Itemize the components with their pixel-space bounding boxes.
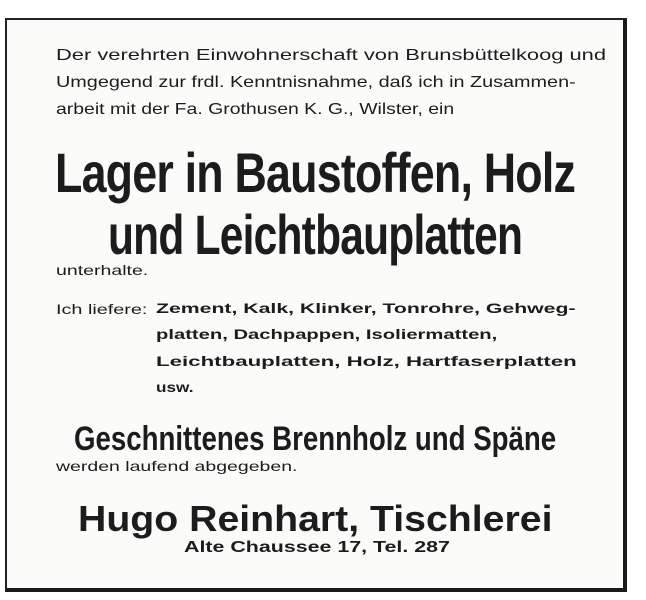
supply-line: Zement, Kalk, Klinker, Tonrohre, Gehweg- <box>156 300 576 316</box>
supply-line: platten, Dachpappen, Isoliermatten, <box>156 326 498 342</box>
intro-line: arbeit mit der Fa. Grothusen K. G., Wilster, ein <box>56 101 455 118</box>
intro-line: Der verehrten Einwohnerschaft von Brunsbüttelkoog und <box>56 47 607 64</box>
headline-line-1: Lager in Baustoffen, Holz <box>55 141 576 204</box>
supply-line: Leichtbauplatten, Holz, Hartfaserplatten <box>156 353 577 369</box>
firewood-note: werden laufend abgegeben. <box>56 458 298 474</box>
company-name: Hugo Reinhart, Tischlerei <box>78 498 553 539</box>
intro-line: Umgegend zur frdl. Kenntnisnahme, daß ich in Zusammen- <box>56 74 576 91</box>
headline-line-2: und Leichtbauplatten <box>108 203 523 266</box>
supply-line: usw. <box>156 379 194 395</box>
company-address: Alte Chaussee 17, Tel. 287 <box>184 539 450 556</box>
unterhalte-text: unterhalte. <box>56 262 149 278</box>
firewood-title: Geschnittenes Brennholz und Späne <box>74 420 557 458</box>
supply-label: Ich liefere: <box>56 301 148 317</box>
